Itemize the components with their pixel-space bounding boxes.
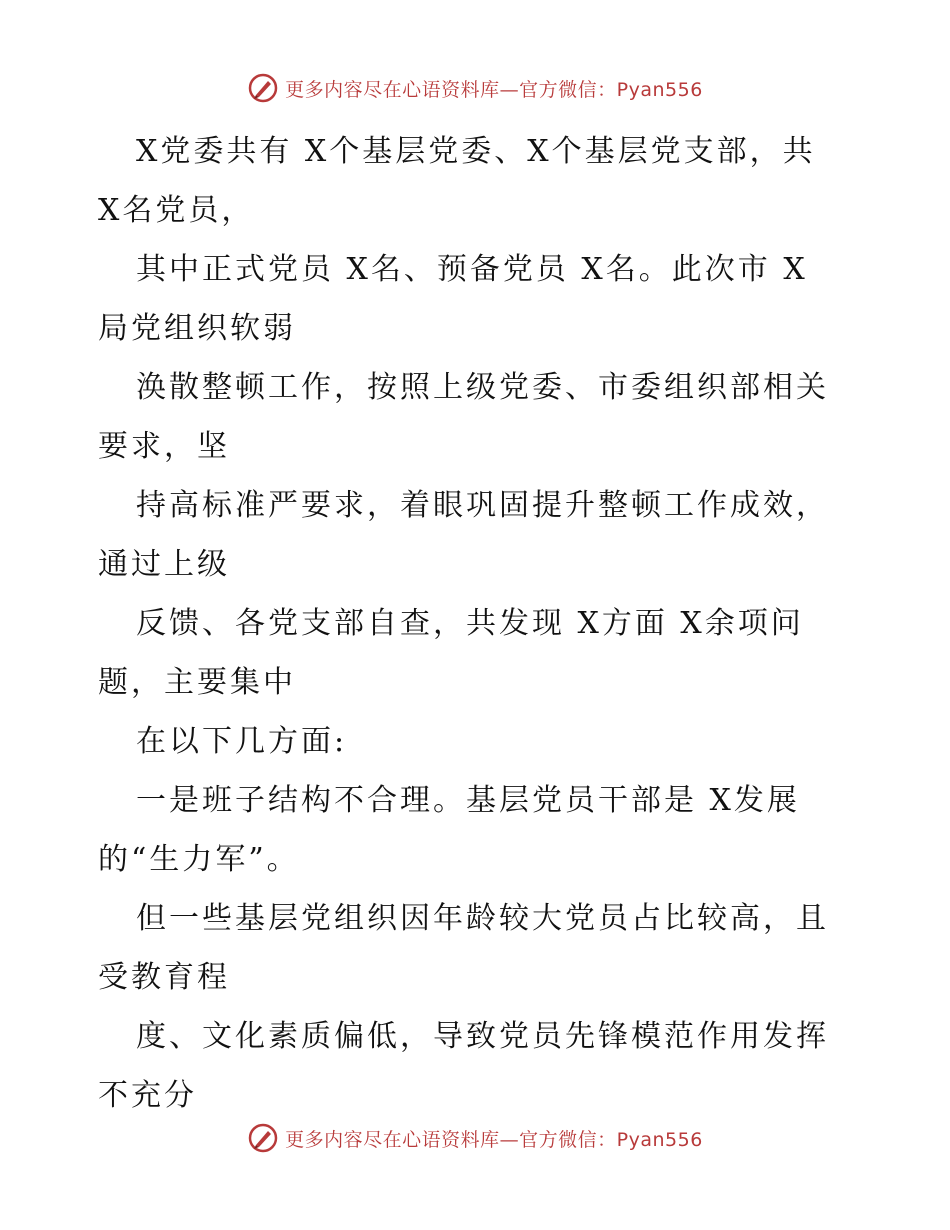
text-line: 其中正式党员 X名、预备党员 X名。此次市 X xyxy=(136,252,808,287)
text-line: 局党组织软弱 xyxy=(98,311,296,346)
header-watermark xyxy=(0,72,950,104)
text-line: X名党员， xyxy=(98,193,255,228)
footer-watermark xyxy=(0,1122,950,1154)
text-line: 在以下几方面: xyxy=(136,724,348,759)
text-line: 受教育程 xyxy=(98,960,230,995)
text-line: 通过上级 xyxy=(98,547,230,582)
text-line: 反馈、各党支部自查，共发现 X方面 X余项问 xyxy=(136,606,804,641)
text-line: 一是班子结构不合理。基层党员干部是 X发展 xyxy=(136,783,800,818)
text-line: X党委共有 X个基层党委、X个基层党支部，共 xyxy=(136,134,816,169)
text-line: 度、文化素质偏低，导致党员先锋模范作用发挥 xyxy=(136,1019,829,1054)
watermark-text: 更多内容尽在心语资料库—官方微信：Pyan556 xyxy=(285,78,703,101)
text-line: 但一些基层党组织因年龄较大党员占比较高，且 xyxy=(136,901,829,936)
text-line: 的“生力军”。 xyxy=(98,842,300,877)
text-line: 涣散整顿工作，按照上级党委、市委组织部相关 xyxy=(136,370,829,405)
pen-logo-icon xyxy=(247,72,279,104)
document-body xyxy=(98,122,858,1125)
text-line: 不充分 xyxy=(98,1078,197,1113)
pen-logo-icon xyxy=(247,1122,279,1154)
watermark-text: 更多内容尽在心语资料库—官方微信：Pyan556 xyxy=(285,1128,703,1151)
text-line: 要求，坚 xyxy=(98,429,230,464)
text-line: 题，主要集中 xyxy=(98,665,296,700)
text-line: 持高标准严要求，着眼巩固提升整顿工作成效， xyxy=(136,488,829,523)
